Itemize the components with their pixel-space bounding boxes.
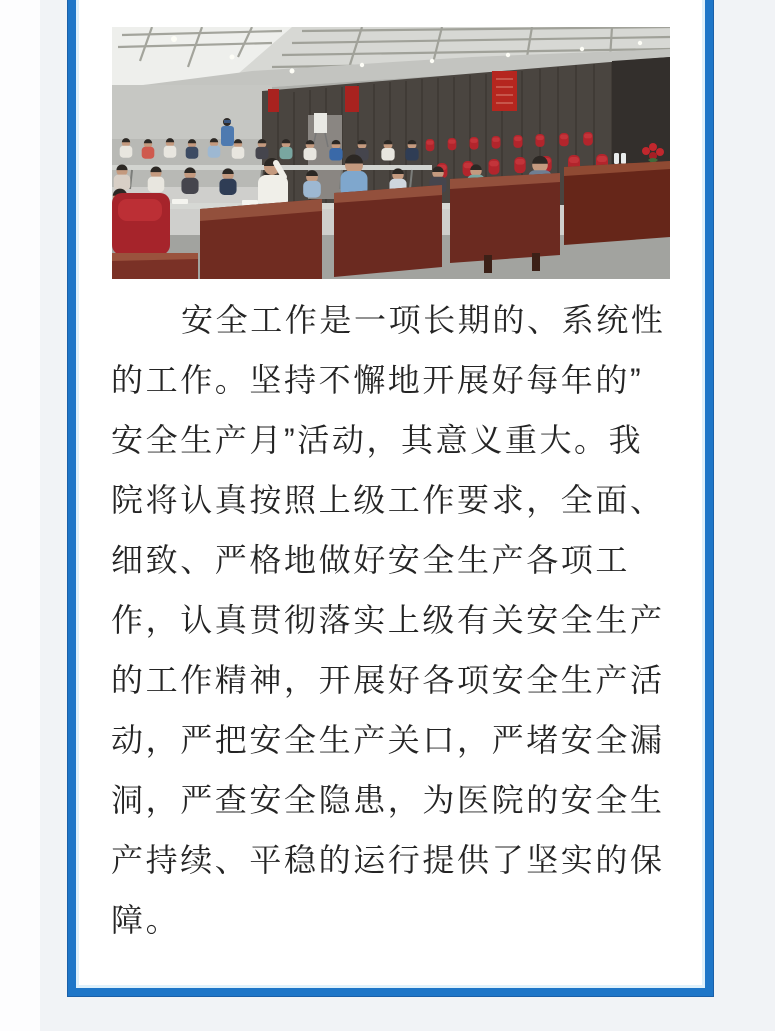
paragraph-line: 安全生产月”活动，其意义重大。我 bbox=[111, 422, 644, 458]
paragraph-line: 细致、严格地做好安全生产各项工 bbox=[111, 542, 631, 578]
article-photo bbox=[112, 27, 670, 279]
paragraph-line: 洞，严查安全隐患，为医院的安全生 bbox=[111, 782, 665, 818]
article-photo-frame bbox=[112, 27, 670, 279]
paragraph-line: 障。 bbox=[111, 902, 181, 938]
paragraph-line: 的工作精神，开展好各项安全生产活 bbox=[111, 662, 665, 698]
paragraph-line: 产持续、平稳的运行提供了坚实的保 bbox=[111, 842, 665, 878]
paragraph-line: 动，严把安全生产关口，严堵安全漏 bbox=[111, 722, 665, 758]
content-card bbox=[68, 0, 713, 996]
paragraph-line: 院将认真按照上级工作要求，全面、 bbox=[111, 482, 665, 518]
paragraph-line: 安全工作是一项长期的、系统性 bbox=[181, 302, 666, 338]
paragraph-line: 的工作。坚持不懈地开展好每年的” bbox=[111, 362, 644, 398]
article-body bbox=[76, 290, 705, 950]
paragraph-line: 作，认真贯彻落实上级有关安全生产 bbox=[111, 602, 665, 638]
